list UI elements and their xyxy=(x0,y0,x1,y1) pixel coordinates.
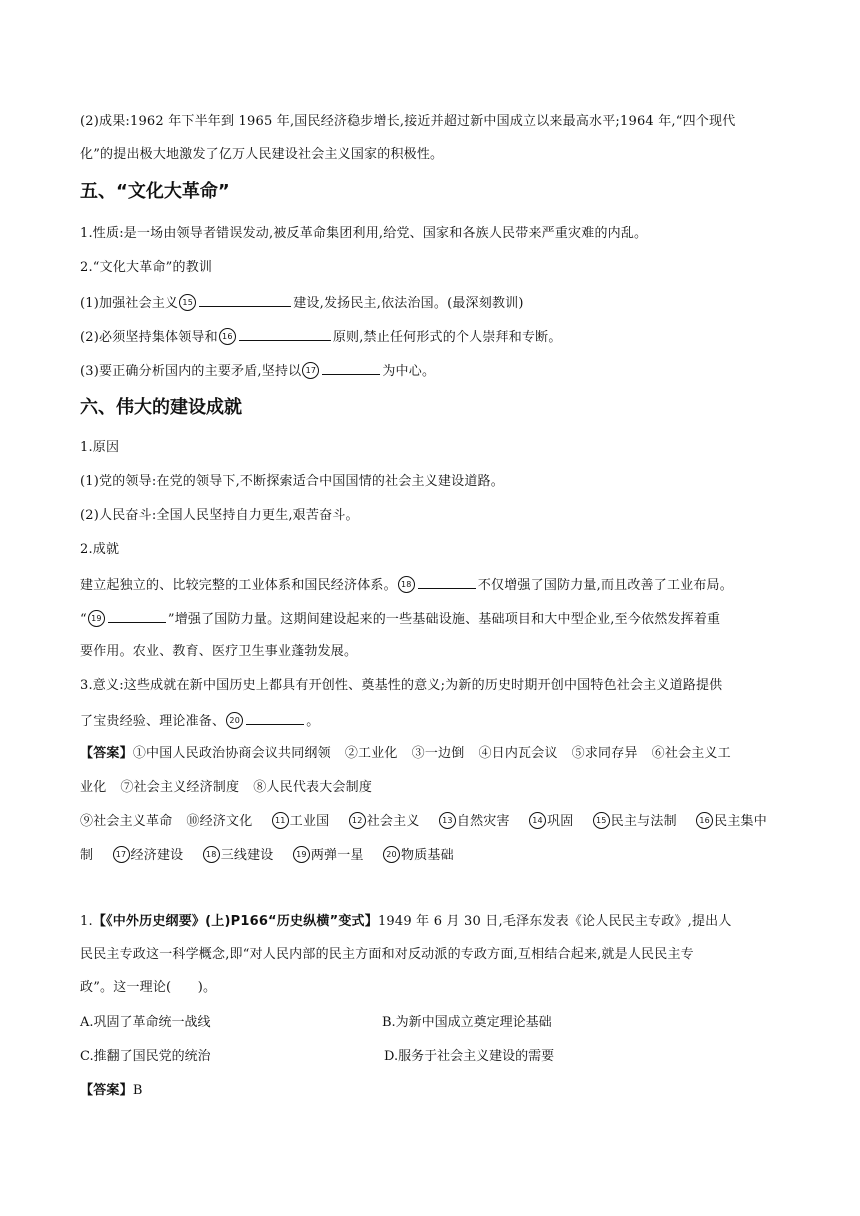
achievement-item xyxy=(80,608,782,630)
circled-number: 11 xyxy=(272,812,289,829)
fill-blank xyxy=(322,360,380,375)
section-title-cultural-revolution: 五、“文化大革命” xyxy=(80,181,230,202)
lesson-text: (2)必须坚持集体领导和 xyxy=(80,330,218,345)
lesson-text: (3)要正确分析国内的主要矛盾,坚持以 xyxy=(80,364,302,379)
answer-item: 自然灾害 xyxy=(456,814,510,829)
significance-line: 3.意义:这些成就在新中国历史上都具有开创性、奠基性的意义;为新的历史时期开创中国特色社会主义道路提供 xyxy=(80,678,723,693)
question-answer xyxy=(80,1081,782,1101)
lesson-text: (1)加强社会主义 xyxy=(80,296,179,311)
answer-label: 【答案】 xyxy=(80,746,133,761)
significance-text: 。 xyxy=(306,714,320,729)
answer-item: 社会主义 xyxy=(366,814,420,829)
lesson-item xyxy=(80,360,782,382)
circled-number: 17 xyxy=(113,846,130,863)
option-b: B.为新中国成立奠定理论基础 xyxy=(382,1015,552,1030)
answer-item: 巩固 xyxy=(547,814,574,829)
circled-number: 12 xyxy=(349,812,366,829)
answer-item: ⑦社会主义经济制度 xyxy=(120,780,240,795)
option-c: C.推翻了国民党的统治 xyxy=(80,1049,211,1064)
lesson-text: 原则,禁止任何形式的个人崇拜和专断。 xyxy=(332,330,562,345)
lesson-text: 建设,发扬民主,依法治国。(最深刻教训) xyxy=(293,296,524,311)
lesson-text: 为中心。 xyxy=(382,364,436,379)
lesson-heading: 2.“文化大革命”的教训 xyxy=(80,260,213,275)
reason-line: (2)人民奋斗:全国人民坚持自力更生,艰苦奋斗。 xyxy=(80,508,359,523)
answer-item: 经济建设 xyxy=(130,848,184,863)
question-stem xyxy=(80,912,782,932)
answer-item: 民主集中 xyxy=(714,814,767,829)
question-stem: 政”。这一理论( )。 xyxy=(80,980,217,995)
answer-item: ⑧人民代表大会制度 xyxy=(253,780,373,795)
option-a: A.巩固了革命统一战线 xyxy=(80,1015,211,1030)
answer-item: ③一边倒 xyxy=(411,746,465,761)
answer-item: ⑥社会主义工 xyxy=(651,746,731,761)
circled-number: 14 xyxy=(529,812,546,829)
answer-item: ⑤求同存异 xyxy=(571,746,638,761)
achievement-line: 化”的提出极大地激发了亿万人民建设社会主义国家的积极性。 xyxy=(80,147,444,162)
question-stem: 民民主专政这一科学概念,即“对人民内部的民主方面和对反动派的专政方面,互相结合起来,就是人民民主专 xyxy=(80,947,694,962)
fill-blank xyxy=(418,574,476,589)
answer-item: ①中国人民政治协商会议共同纲领 xyxy=(132,746,331,761)
achievement-text: “ xyxy=(80,612,87,627)
answer-item: 三线建设 xyxy=(220,848,274,863)
circled-number: 13 xyxy=(439,812,456,829)
answer-row xyxy=(80,778,782,798)
question-source: 【《中外历史纲要》(上)P166“历史纵横”变式】 xyxy=(92,914,378,929)
achievement-text: 不仅增强了国防力量,而且改善了工业布局。 xyxy=(477,578,733,593)
answer-item: ④日内瓦会议 xyxy=(478,746,558,761)
answer-row xyxy=(80,812,782,832)
fill-blank xyxy=(199,292,291,307)
answer-item: ⑨社会主义革命 xyxy=(80,814,173,829)
answer-item: ②工业化 xyxy=(344,746,398,761)
answer-item: 业化 xyxy=(80,780,107,795)
question-text: 1949 年 6 月 30 日,毛泽东发表《论人民民主专政》,提出人 xyxy=(377,914,732,929)
answer-row xyxy=(80,744,782,764)
lesson-item xyxy=(80,326,782,348)
answer-item: ⑩经济文化 xyxy=(186,814,253,829)
option-d: D.服务于社会主义建设的需要 xyxy=(384,1049,555,1064)
nature-line: 1.性质:是一场由领导者错误发动,被反革命集团利用,给党、国家和各族人民带来严重灾难的内乱。 xyxy=(80,226,648,241)
reason-heading: 1.原因 xyxy=(80,440,120,455)
circled-number: 20 xyxy=(383,846,400,863)
significance-line xyxy=(80,710,782,732)
lesson-item xyxy=(80,292,782,314)
circled-number: 18 xyxy=(203,846,220,863)
circled-number: 19 xyxy=(88,610,105,627)
achievement-line: 要作用。农业、教育、医疗卫生事业蓬勃发展。 xyxy=(80,644,358,659)
circled-number: 15 xyxy=(179,294,196,311)
answer-row xyxy=(80,846,782,866)
fill-blank xyxy=(239,326,331,341)
answer-item: 两弹一星 xyxy=(310,848,364,863)
answer-label: 【答案】 xyxy=(80,1083,133,1098)
achievement-text: ”增强了国防力量。这期间建设起来的一些基础设施、基础项目和大中型企业,至今依然发挥着重 xyxy=(167,612,721,627)
question-number: 1. xyxy=(80,914,93,929)
significance-text: 了宝贵经验、理论准备、 xyxy=(80,714,226,729)
fill-blank xyxy=(246,710,304,725)
answer-item: 工业国 xyxy=(289,814,330,829)
achievement-item xyxy=(80,574,782,596)
fill-blank xyxy=(108,608,166,623)
achievement-heading: 2.成就 xyxy=(80,542,120,557)
achievement-text: 建立起独立的、比较完整的工业体系和国民经济体系。 xyxy=(80,578,397,593)
circled-number: 19 xyxy=(293,846,310,863)
circled-number: 20 xyxy=(226,712,243,729)
reason-line: (1)党的领导:在党的领导下,不断探索适合中国国情的社会主义建设道路。 xyxy=(80,474,504,489)
answer-item: 民主与法制 xyxy=(610,814,677,829)
circled-number: 18 xyxy=(398,576,415,593)
circled-number: 17 xyxy=(302,362,319,379)
achievement-line: (2)成果:1962 年下半年到 1965 年,国民经济稳步增长,接近并超过新中国成立以来最高水平;1964 年,“四个现代 xyxy=(80,114,736,129)
answer-item: 制 xyxy=(80,848,94,863)
answer-item: 物质基础 xyxy=(401,848,454,863)
circled-number: 16 xyxy=(219,328,236,345)
section-title-achievements: 六、伟大的建设成就 xyxy=(80,397,242,418)
answer-value: B xyxy=(132,1083,143,1098)
circled-number: 15 xyxy=(593,812,610,829)
circled-number: 16 xyxy=(696,812,713,829)
